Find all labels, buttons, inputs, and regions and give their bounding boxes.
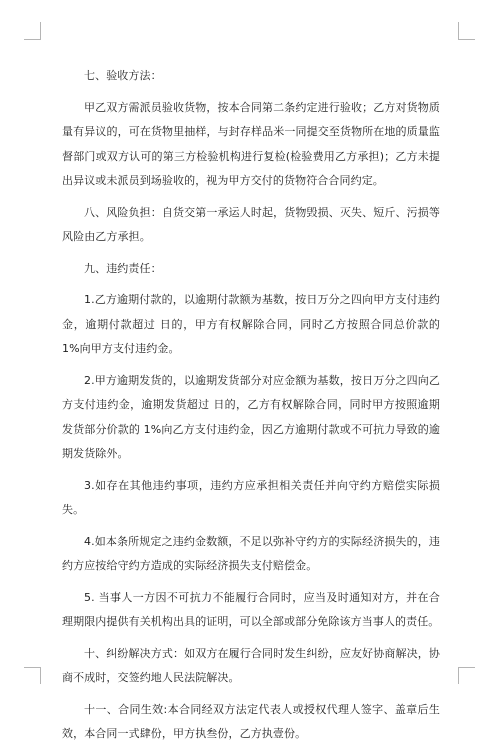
crop-mark-top-left [40,22,41,39]
section-heading-liability: 九、违约责任： [84,261,162,275]
clause-force-majeure: 5. 当事人一方因不可抗力不能履行合同时，应当及时通知对方，并在合理期限内提供有关机构出具的证明，可以全部或部分免除该方当事人的责任。 [62,590,440,628]
paragraph-acceptance-method: 甲乙双方需派员验收货物，按本合同第二条约定进行验收；乙方对货物质量有异议的，可在货物里抽样，与封存样品米一同提交至货物所在地的质量监督部门或双方认可的第三方检验机构进行复检(检验费用乙方承担)；乙方未提出异议或未派员到场验收的，视为甲方交付的货物符合合同约定。 [62,100,440,187]
crop-mark-bottom-left [24,667,41,668]
section-heading-acceptance: 七、验收方法： [84,69,162,82]
clause-insufficient-damages: 4.如本条所规定之违约金数额，不足以弥补守约方的实际经济损失的，违约方应按给守约方造成的实际经济损失支付赔偿金。 [62,534,440,572]
crop-mark-top-right [458,22,459,39]
clause-late-delivery: 2.甲方逾期发货的，以逾期发货部分对应金额为基数，按日万分之四向乙方支付违约金，逾期发货超过 日的，乙方有权解除合同，同时甲方按照逾期发货部分价款的 1%向乙方支付违约金，因乙方逾期付款或不可抗力导致的逾期发货除外。 [62,373,440,460]
crop-mark-bottom-right [458,667,475,668]
paragraph-risk-bearing: 八、风险负担：自货交第一承运人时起，货物毁损、灭失、短斤、污损等风险由乙方承担。 [62,205,440,243]
paragraph-contract-effect: 十一、合同生效:本合同经双方法定代表人或授权代理人签字、盖章后生效，本合同一式肆份，甲方执叁份，乙方执壹份。 [62,702,440,740]
clause-late-payment: 1.乙方逾期付款的，以逾期付款额为基数，按日万分之四向甲方支付违约金，逾期付款超过 日的，甲方有权解除合同，同时乙方按照合同总价款的 1%向甲方支付违约金。 [62,293,440,355]
crop-mark-bottom-right [458,667,459,684]
paragraph-dispute-resolution: 十、纠纷解决方式：如双方在履行合同时发生纠纷，应友好协商解决，协商不成时，交签约地人民法院解决。 [62,646,440,684]
document-body [62,64,440,754]
clause-other-breach: 3.如存在其他违约事项，违约方应承担相关责任并向守约方赔偿实际损失。 [62,478,440,516]
crop-mark-bottom-left [40,667,41,684]
crop-mark-top-right [458,39,475,40]
crop-mark-top-left [24,39,41,40]
